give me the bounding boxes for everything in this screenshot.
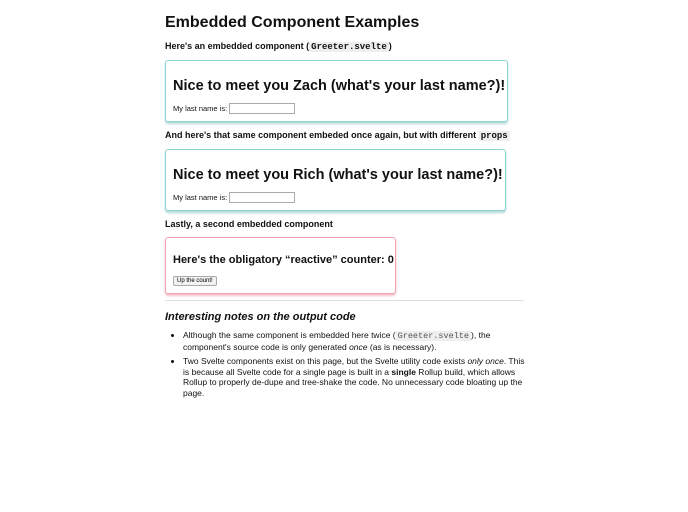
greeter-component-rich (165, 149, 506, 211)
last-name-field-row (173, 103, 295, 114)
last-name-label: My last name is: (173, 193, 228, 202)
last-name-input[interactable] (229, 192, 295, 203)
last-name-input[interactable] (229, 103, 295, 114)
note-item: • Two Svelte components exist on this page, but the Svelte utility code exists only once. This is because all Svelte code for a single page is built in a single Rollup build, which allows Rollup to properly de-dupe and tree-shake the code. No unnecessary code bloating up the page. (183, 356, 528, 398)
notes-title: Interesting notes on the output code (165, 311, 356, 323)
first-component-label: Here's an embedded component ( Greeter.svelte ) (165, 41, 392, 52)
greeter-heading: Nice to meet you Rich (what's your last name?)! (173, 167, 503, 183)
greeter-component-zach (165, 60, 508, 122)
counter-component (165, 237, 396, 294)
second-component-label: And here's that same component embeded once again, but with different props (165, 130, 508, 141)
last-name-field-row (173, 192, 295, 203)
greeter-heading: Nice to meet you Zach (what's your last name?)! (173, 78, 506, 94)
notes-list (173, 330, 528, 402)
up-the-count-button[interactable]: Up the count! (173, 276, 217, 286)
last-name-label: My last name is: (173, 104, 228, 113)
divider (165, 300, 524, 301)
code-props: props (480, 131, 508, 141)
page-title: Embedded Component Examples (165, 14, 420, 31)
code-greeter: Greeter.svelte (311, 42, 387, 52)
counter-heading: Here's the obligatory “reactive” counter: 0 (173, 254, 394, 266)
third-component-label: Lastly, a second embedded component (165, 219, 333, 229)
note-item: • Although the same component is embedded here twice ( Greeter.svelte ), the component's source code is only generated once (as is necessary). (183, 330, 528, 352)
